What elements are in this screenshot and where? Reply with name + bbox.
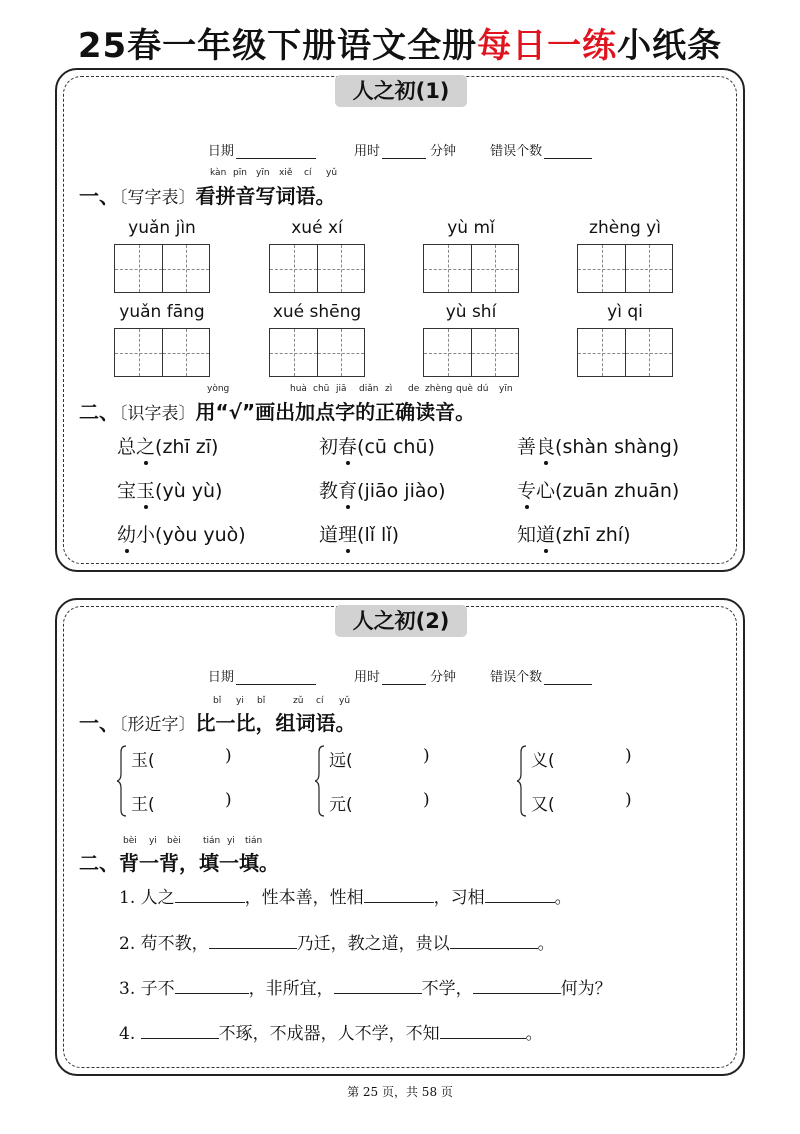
exercise-card-1 — [55, 68, 745, 572]
question-number: 一、 — [79, 184, 119, 208]
question-2-heading — [79, 847, 279, 876]
pinyin-label: zhèng yì — [589, 218, 661, 238]
pinyin-label: yuǎn jìn — [128, 218, 196, 238]
fill-in-line: 4. 不琢，不成器，人不学，不知 。 — [119, 1019, 543, 1044]
pinyin-label: yì qi — [607, 302, 643, 322]
ruby: yòng — [207, 384, 230, 394]
pronunciation-choice[interactable]: 总之(zhī zī) — [117, 436, 219, 458]
question-number: 一、 — [79, 711, 119, 735]
fill-blank[interactable] — [141, 1020, 219, 1039]
pinyin-label: yuǎn fāng — [119, 302, 205, 322]
ruby: bǐ — [257, 696, 266, 706]
pair-row-a[interactable]: 义( — [531, 751, 555, 771]
ruby: yi — [227, 836, 235, 846]
ruby: jiā — [336, 384, 347, 394]
question-tag: 〔形近字〕 — [119, 715, 196, 735]
ruby: yīn — [256, 168, 270, 178]
ruby: cí — [304, 168, 312, 178]
writing-grid[interactable] — [269, 328, 365, 377]
pinyin-label: xué xí — [291, 218, 343, 238]
fill-blank[interactable] — [175, 975, 249, 994]
minutes-label: 分钟 — [430, 670, 457, 685]
ruby: bèi — [123, 836, 137, 846]
title-part1: 25春一年级下册语文全册 — [77, 26, 478, 66]
pronunciation-choice[interactable]: 宝玉(yù yù) — [117, 480, 223, 502]
ruby: xiě — [279, 168, 293, 178]
close-paren: ) — [625, 790, 632, 810]
fill-blank[interactable] — [364, 884, 434, 903]
writing-grid[interactable] — [577, 328, 673, 377]
time-blank[interactable] — [382, 144, 426, 159]
close-paren: ) — [423, 790, 430, 810]
fill-in-line: 2. 苟不教， 乃迁，教之道，贵以 。 — [119, 929, 555, 954]
ruby: pīn — [233, 168, 247, 178]
writing-grid[interactable] — [423, 244, 519, 293]
pinyin-label: yù mǐ — [447, 218, 495, 238]
errors-blank[interactable] — [544, 144, 592, 159]
ruby: bèi — [167, 836, 181, 846]
question-text: 看拼音写词语。 — [195, 184, 336, 208]
pinyin-grid-group — [267, 302, 367, 377]
ruby: chū — [313, 384, 330, 394]
errors-blank[interactable] — [544, 670, 592, 685]
fill-in-line: 3. 子不 ，非所宜， 不学， 何为？ — [119, 974, 612, 999]
pinyin-grid-group — [575, 302, 675, 377]
ruby: què — [456, 384, 473, 394]
close-paren: ) — [625, 746, 632, 766]
pronunciation-choice[interactable]: 道理(lǐ lǐ) — [319, 524, 400, 546]
fill-blank[interactable] — [175, 884, 245, 903]
meta-row — [57, 140, 747, 159]
pronunciation-choice[interactable]: 善良(shàn shàng) — [517, 436, 680, 458]
line-number: 3. — [119, 979, 136, 999]
ruby: tián — [203, 836, 221, 846]
ruby: zì — [385, 384, 393, 394]
page-footer: 第 25 页，共 58 页 — [347, 1085, 453, 1099]
pinyin-grid-group — [267, 218, 367, 293]
line-number: 4. — [119, 1024, 136, 1044]
question-tag: 〔识字表〕 — [119, 404, 196, 424]
title-highlight: 每日一练 — [477, 26, 618, 66]
question-number: 二、 — [79, 400, 119, 424]
question-1-heading — [79, 707, 356, 736]
ruby: zhèng — [425, 384, 453, 394]
ruby: zǔ — [293, 696, 304, 706]
date-label: 日期 — [207, 670, 234, 685]
card-banner: 人之初(2) — [335, 605, 467, 637]
line-number: 1. — [119, 888, 136, 908]
fill-blank[interactable] — [334, 975, 422, 994]
pinyin-grid-group — [575, 218, 675, 293]
date-label: 日期 — [207, 144, 234, 159]
pronunciation-choice[interactable]: 教育(jiāo jiào) — [319, 480, 446, 502]
writing-grid[interactable] — [269, 244, 365, 293]
close-paren: ) — [423, 746, 430, 766]
pinyin-label: yù shí — [445, 302, 497, 322]
exercise-card-2 — [55, 598, 745, 1076]
pinyin-grid-group — [421, 218, 521, 293]
pronunciation-choice[interactable]: 初春(cū chū) — [319, 436, 435, 458]
pronunciation-choice[interactable]: 幼小(yòu yuò) — [117, 524, 246, 546]
question-text: 比一比，组词语。 — [195, 711, 356, 735]
question-1-heading — [79, 180, 336, 209]
ruby: bǐ — [213, 696, 222, 706]
similar-char-pair — [517, 744, 667, 824]
fill-blank[interactable] — [485, 884, 555, 903]
close-paren: ) — [225, 790, 232, 810]
ruby: tián — [245, 836, 263, 846]
line-number: 2. — [119, 934, 136, 954]
title-part3: 小纸条 — [617, 26, 723, 66]
minutes-label: 分钟 — [430, 144, 457, 159]
writing-grid[interactable] — [114, 244, 210, 293]
writing-grid[interactable] — [114, 328, 210, 377]
similar-char-pair — [117, 744, 267, 824]
question-2-heading — [79, 396, 475, 425]
pinyin-label: xué shēng — [272, 302, 362, 322]
time-label: 用时 — [353, 144, 380, 159]
question-text: 用“√”画出加点字的正确读音。 — [195, 400, 476, 424]
pinyin-grid-group — [112, 218, 212, 293]
question-text: 背一背，填一填。 — [119, 851, 279, 875]
ruby: cí — [316, 696, 324, 706]
similar-char-pair — [315, 744, 465, 824]
close-paren: ) — [225, 746, 232, 766]
date-blank[interactable] — [236, 144, 316, 159]
card-banner: 人之初(1) — [335, 75, 467, 107]
brace-icon — [117, 744, 127, 818]
page-title — [0, 18, 800, 67]
fill-in-line: 1. 人之 ，性本善，性相 ，习相 。 — [119, 883, 572, 908]
time-label: 用时 — [353, 670, 380, 685]
pinyin-grid-group — [421, 302, 521, 377]
ruby: de — [408, 384, 420, 394]
pinyin-grid-group — [112, 302, 212, 377]
time-blank[interactable] — [382, 670, 426, 685]
question-number: 二、 — [79, 851, 119, 875]
ruby: diǎn — [359, 384, 379, 394]
writing-grid[interactable] — [423, 328, 519, 377]
ruby: yīn — [499, 384, 513, 394]
pronunciation-choice[interactable]: 专心(zuān zhuān) — [517, 480, 680, 502]
pair-row-a[interactable]: 玉( — [131, 751, 155, 771]
pair-row-b[interactable]: 又( — [531, 795, 555, 815]
brace-icon — [517, 744, 527, 818]
brace-icon — [315, 744, 325, 818]
ruby: yǔ — [339, 696, 351, 706]
ruby: yi — [236, 696, 244, 706]
pair-row-b[interactable]: 王( — [131, 795, 155, 815]
fill-blank[interactable] — [450, 930, 538, 949]
writing-grid[interactable] — [577, 244, 673, 293]
date-blank[interactable] — [236, 670, 316, 685]
pronunciation-choice[interactable]: 知道(zhī zhí) — [517, 524, 631, 546]
pair-row-a[interactable]: 远( — [329, 751, 353, 771]
ruby: huà — [290, 384, 307, 394]
fill-blank[interactable] — [473, 975, 561, 994]
question-tag: 〔写字表〕 — [119, 188, 196, 208]
fill-blank[interactable] — [440, 1020, 526, 1039]
ruby: yǔ — [326, 168, 338, 178]
errors-label: 错误个数 — [490, 144, 543, 159]
meta-row — [57, 666, 747, 685]
ruby: dú — [477, 384, 489, 394]
fill-blank[interactable] — [209, 930, 297, 949]
errors-label: 错误个数 — [490, 670, 543, 685]
ruby: yi — [149, 836, 157, 846]
pair-row-b[interactable]: 元( — [329, 795, 353, 815]
ruby: kàn — [210, 168, 227, 178]
